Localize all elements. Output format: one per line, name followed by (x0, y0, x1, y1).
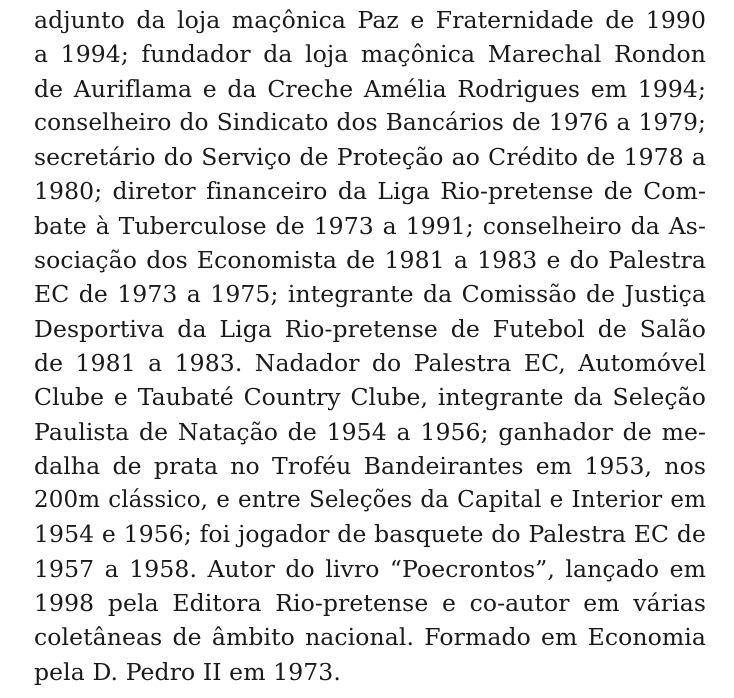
text-line: conselheiro do Sindicato dos Bancários de 1976 a 1979; (34, 108, 706, 136)
text-line: 1998 pela Editora Rio-pretense e co-autor em várias (34, 589, 706, 618)
text-line: adjunto da loja maçônica Paz e Fraternidade de 1990 (34, 6, 706, 34)
text-line: de Auriflama e da Creche Amélia Rodrigues em 1994; (34, 74, 706, 103)
text-line: EC de 1973 a 1975; integrante da Comissão de Justiça (34, 280, 706, 309)
text-line: Desportiva da Liga Rio-pretense de Futebol de Salão (34, 314, 706, 343)
text-line: secretário do Serviço de Proteção ao Crédito de 1978 a (34, 143, 706, 172)
document-page (34, 3, 706, 689)
text-line: pela D. Pedro II em 1973. (34, 657, 341, 686)
text-line: 200m clássico, e entre Seleções da Capital e Interior em (34, 487, 706, 514)
text-line: Clube e Taubaté Country Clube, integrante da Seleção (34, 383, 706, 412)
text-line: 1954 e 1956; foi jogador de basquete do Palestra EC de (34, 520, 706, 549)
text-line: de 1981 a 1983. Nadador do Palestra EC, Automóvel (34, 348, 706, 377)
biography-paragraph (34, 3, 706, 689)
text-line: dalha de prata no Troféu Bandeirantes em 1953, nos (34, 451, 706, 480)
text-line: coletâneas de âmbito nacional. Formado em Economia (34, 623, 706, 652)
text-line: sociação dos Economista de 1981 a 1983 e do Palestra (34, 246, 706, 275)
text-line: a 1994; fundador da loja maçônica Marechal Rondon (34, 40, 706, 69)
text-line: 1957 a 1958. Autor do livro “Poecrontos”, lançado em (34, 554, 706, 583)
text-line: Paulista de Natação de 1954 a 1956; ganhador de me- (34, 417, 706, 446)
text-line: 1980; diretor financeiro da Liga Rio-pretense de Com- (34, 177, 706, 206)
text-line: bate à Tuberculose de 1973 a 1991; conselheiro da As- (34, 211, 706, 240)
